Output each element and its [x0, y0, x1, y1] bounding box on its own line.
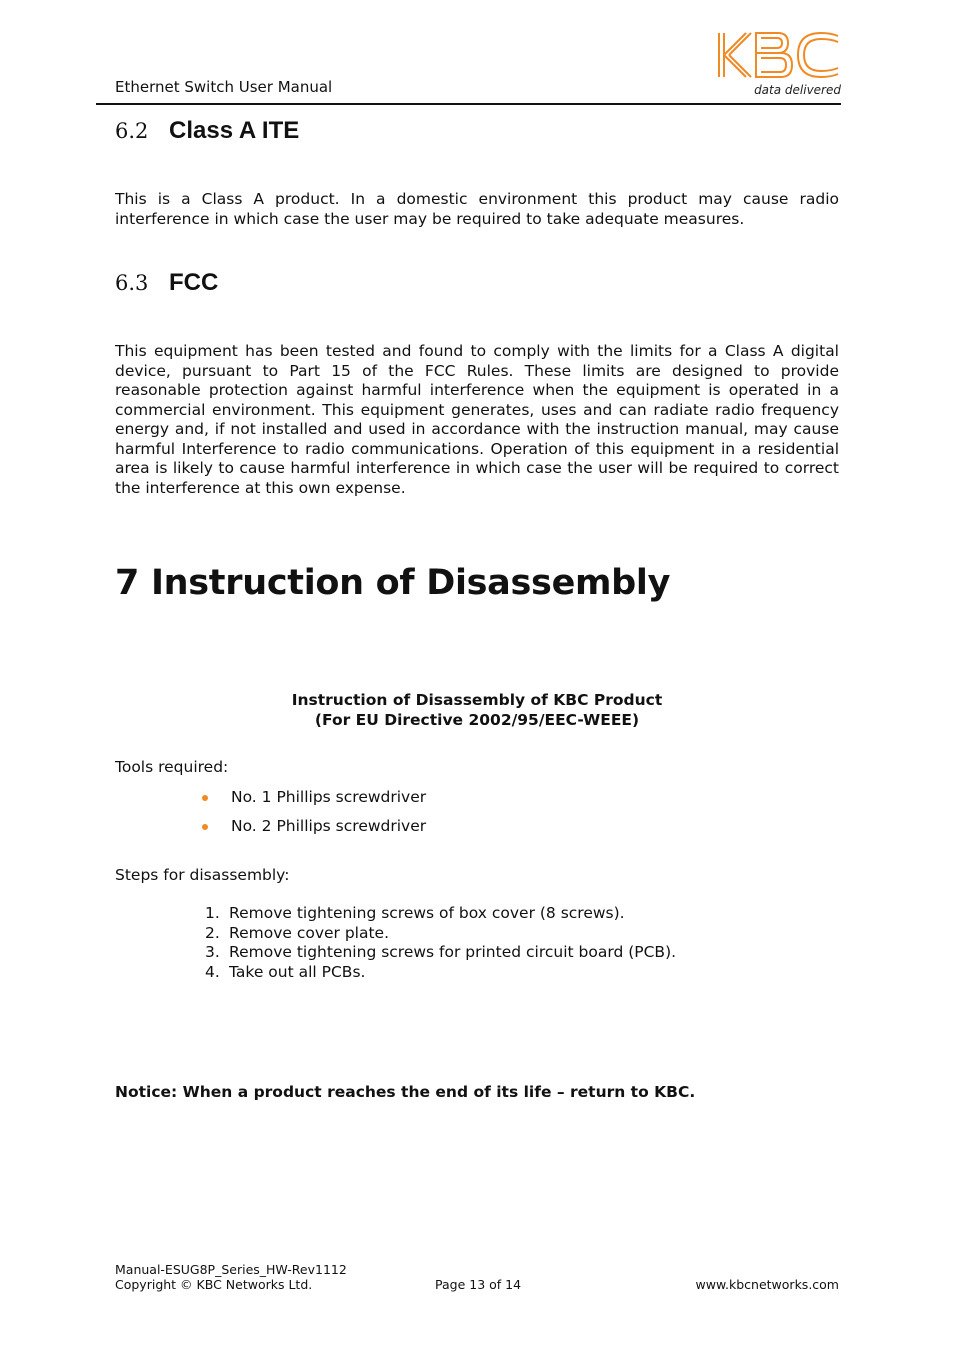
chapter-title: 7 Instruction of Disassembly: [115, 563, 671, 603]
disassembly-title-line1: Instruction of Disassembly of KBC Product: [291, 691, 663, 709]
class-a-paragraph: This is a Class A product. In a domestic environment this product may cause radio interference in which case the user may be required to take adequate measures.: [115, 190, 839, 228]
footer-doc-id: Manual-ESUG8P_Series_HW-Rev1112: [115, 1262, 347, 1277]
footer-url: www.kbcnetworks.com: [695, 1277, 839, 1292]
tool-text: No. 1 Phillips screwdriver: [231, 788, 427, 806]
list-item: [205, 904, 676, 924]
page-footer: [115, 1262, 839, 1292]
footer-copyright: Copyright © KBC Networks Ltd.: [115, 1277, 313, 1292]
tagline: data delivered: [754, 83, 841, 97]
steps-label: Steps for disassembly:: [115, 866, 290, 884]
list-item: [200, 786, 426, 815]
step-number: 2.: [205, 923, 220, 942]
section-title: FCC: [169, 269, 219, 296]
step-text: Remove tightening screws for printed circuit board (PCB).: [229, 943, 677, 961]
step-text: Take out all PCBs.: [229, 962, 366, 981]
bullet-icon: [202, 824, 208, 830]
footer-row: [115, 1277, 839, 1292]
list-item: [205, 963, 676, 983]
tool-text: No. 2 Phillips screwdriver: [231, 817, 427, 835]
step-number: 4.: [205, 962, 220, 981]
kbc-logo: [716, 30, 841, 80]
header-title: Ethernet Switch User Manual: [115, 78, 333, 96]
step-text: Remove cover plate.: [229, 923, 390, 942]
list-item: [205, 943, 676, 963]
section-heading-6-3: [115, 269, 218, 297]
page-number: Page 13 of 14: [435, 1277, 522, 1292]
tools-label: Tools required:: [115, 758, 229, 776]
fcc-paragraph: This equipment has been tested and found to comply with the limits for a Class A digital device, pursuant to Part 15 of the FCC Rules. These limits are designed to provide reasonable protection against harmful interference when the equipment is operated in a commercial environment. This equipment generates, uses and can radiate radio frequency energy and, if not installed and used in accordance with the instruction manual, may cause harmful Interference to radio communications. Operation of this equipment in a residential area is likely to cause harmful interference in which case the user will be required to correct the interference at this own expense.: [115, 342, 839, 497]
step-text: Remove tightening screws of box cover (8 screws).: [229, 904, 625, 922]
tools-list: [200, 786, 426, 844]
step-number: 1.: [205, 904, 220, 922]
steps-list: [205, 904, 676, 982]
section-number: 6.3: [115, 271, 149, 295]
notice: Notice: When a product reaches the end of its life – return to KBC.: [115, 1083, 696, 1101]
list-item: [200, 815, 426, 844]
list-item: [205, 924, 676, 944]
section-heading-6-2: [115, 117, 299, 145]
bullet-icon: [202, 795, 208, 801]
section-number: 6.2: [115, 119, 149, 143]
page-header: [96, 0, 841, 105]
step-number: 3.: [205, 943, 220, 961]
section-title: Class A ITE: [169, 117, 300, 144]
disassembly-title-line2: (For EU Directive 2002/95/EEC-WEEE): [314, 711, 640, 729]
